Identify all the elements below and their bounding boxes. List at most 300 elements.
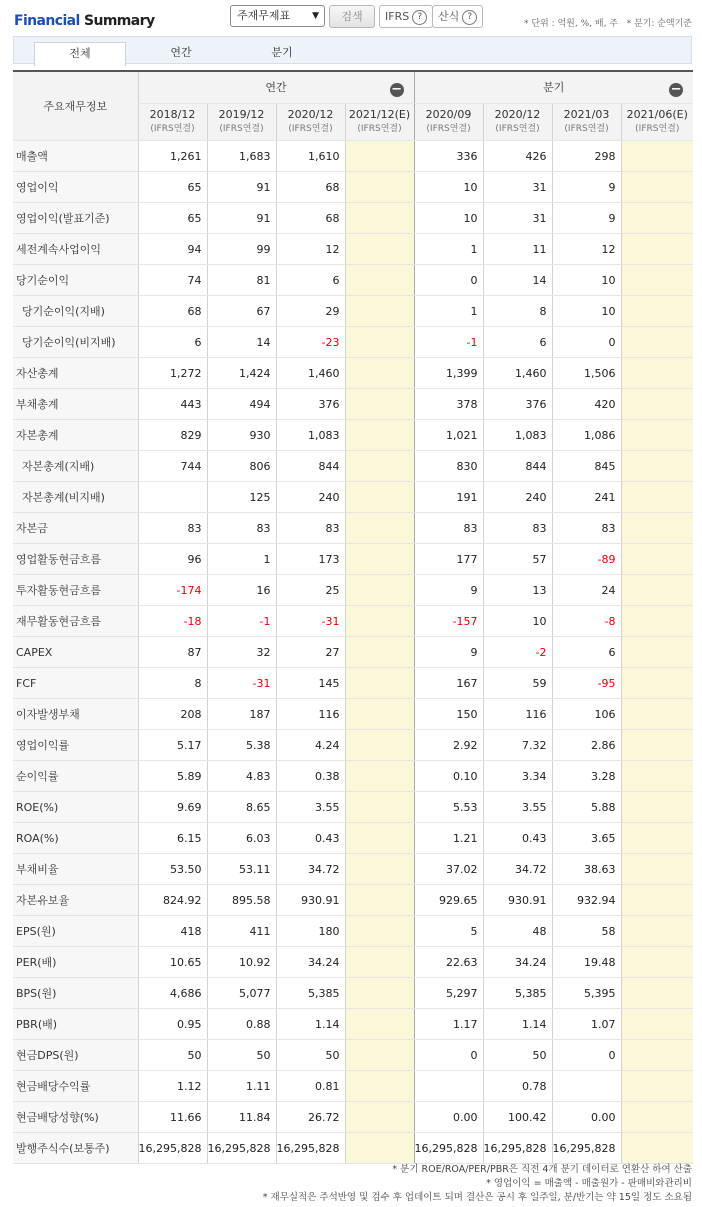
row-label: FCF [13,668,138,699]
table-cell: 494 [207,389,276,420]
table-cell [345,544,414,575]
column-period: 2020/09 [425,108,472,121]
table-cell: 1,261 [138,141,207,172]
table-cell: 16,295,828 [138,1133,207,1164]
table-cell: 83 [552,513,621,544]
table-cell: 125 [207,482,276,513]
row-label: 자본유보율 [13,885,138,916]
table-row [13,854,693,885]
table-row [13,358,693,389]
table-cell: 37.02 [414,854,483,885]
table-cell: 1.17 [414,1009,483,1040]
table-row [13,389,693,420]
table-cell [345,575,414,606]
table-cell: 177 [414,544,483,575]
tab-quarter[interactable]: 분기 [271,46,293,59]
table-row [13,1009,693,1040]
table-cell [621,575,693,606]
table-cell: 10 [414,172,483,203]
table-row [13,234,693,265]
table-cell: 240 [276,482,345,513]
table-cell: 83 [483,513,552,544]
table-cell [345,854,414,885]
table-cell: -1 [207,606,276,637]
row-label: 투자활동현금흐름 [13,575,138,606]
table-cell: -8 [552,606,621,637]
table-cell: 16,295,828 [414,1133,483,1164]
table-row [13,575,693,606]
table-row [13,761,693,792]
table-cell: 2.92 [414,730,483,761]
table-cell: 50 [483,1040,552,1071]
table-cell: 9.69 [138,792,207,823]
table-cell [621,389,693,420]
table-cell: 173 [276,544,345,575]
table-cell: 0.43 [483,823,552,854]
table-cell: 96 [138,544,207,575]
row-label: 자본금 [13,513,138,544]
row-label: 영업이익(발표기준) [13,203,138,234]
row-label: 현금배당수익률 [13,1071,138,1102]
table-cell: 32 [207,637,276,668]
table-cell [345,606,414,637]
table-cell: 1.12 [138,1071,207,1102]
table-cell: 1,086 [552,420,621,451]
table-cell: 0.88 [207,1009,276,1040]
tab-annual[interactable]: 연간 [170,46,192,59]
table-cell: 65 [138,172,207,203]
column-header [345,104,414,141]
period-tabs [13,36,692,64]
table-cell: 5.88 [552,792,621,823]
table-cell: 91 [207,203,276,234]
table-cell: 0 [414,1040,483,1071]
table-cell: 34.24 [276,947,345,978]
table-cell: 824.92 [138,885,207,916]
table-cell: 34.24 [483,947,552,978]
table-cell [345,265,414,296]
annual-label: 연간 [265,81,287,94]
table-row [13,1040,693,1071]
table-cell: 53.50 [138,854,207,885]
question-icon: ? [412,10,427,25]
unit-note [524,16,692,29]
table-cell [621,947,693,978]
table-cell: -18 [138,606,207,637]
table-cell: 9 [414,637,483,668]
table-row [13,699,693,730]
table-cell [621,451,693,482]
table-cell: 6.03 [207,823,276,854]
table-cell [621,1040,693,1071]
table-cell [552,1071,621,1102]
unit-text: * 단위 : 억원, %, 배, 주 [523,19,618,29]
table-cell [345,482,414,513]
table-cell [621,327,693,358]
table-cell [345,730,414,761]
table-row [13,792,693,823]
row-label: ROA(%) [13,823,138,854]
table-row [13,1133,693,1164]
search-button[interactable]: 검색 [329,5,375,28]
table-cell: 167 [414,668,483,699]
table-cell: -31 [276,606,345,637]
table-cell: 10 [552,265,621,296]
table-cell [621,1102,693,1133]
table-cell [621,978,693,1009]
table-cell: 22.63 [414,947,483,978]
row-label: 발행주식수(보통주) [13,1133,138,1164]
table-cell: 48 [483,916,552,947]
table-cell: 53.11 [207,854,276,885]
table-cell: 68 [276,203,345,234]
collapse-quarter-button[interactable]: − [670,82,682,97]
page-title [14,13,154,29]
table-cell [345,451,414,482]
table-cell: 1,460 [276,358,345,389]
table-cell: 895.58 [207,885,276,916]
column-basis: (IFRS연결) [150,124,195,134]
table-cell: 1,506 [552,358,621,389]
table-cell: 744 [138,451,207,482]
column-period: 2020/12 [287,108,334,121]
table-cell [345,668,414,699]
table-cell: 845 [552,451,621,482]
table-cell: 58 [552,916,621,947]
table-cell [345,947,414,978]
table-cell: -2 [483,637,552,668]
table-cell [345,420,414,451]
table-cell: 8.65 [207,792,276,823]
table-cell: 1 [414,296,483,327]
row-label: 당기순이익(지배) [13,296,138,327]
table-cell: 6 [483,327,552,358]
column-basis: (IFRS연결) [288,124,333,134]
table-cell [621,265,693,296]
table-row [13,327,693,358]
question-icon: ? [462,10,477,25]
table-cell: -1 [414,327,483,358]
table-cell [345,513,414,544]
table-cell: 19.48 [552,947,621,978]
row-label: 자본총계(비지배) [13,482,138,513]
table-cell: 5,385 [276,978,345,1009]
table-cell: 6 [138,327,207,358]
row-label: CAPEX [13,637,138,668]
tab-all[interactable]: 전체 [34,42,126,66]
column-basis: (IFRS연결) [426,124,471,134]
table-row [13,916,693,947]
column-header [138,104,207,141]
table-row [13,668,693,699]
table-cell: 829 [138,420,207,451]
column-period: 2021/03 [563,108,610,121]
table-row [13,730,693,761]
table-cell: 411 [207,916,276,947]
table-row [13,513,693,544]
table-cell: 932.94 [552,885,621,916]
table-cell: 100.42 [483,1102,552,1133]
column-basis: (IFRS연결) [635,124,680,134]
chevron-down-icon: ▼ [312,11,319,21]
row-label: 자본총계 [13,420,138,451]
table-cell: 5.53 [414,792,483,823]
table-cell: 0 [414,265,483,296]
quarter-group-header [414,71,693,104]
table-cell [621,1133,693,1164]
row-label: 영업이익 [13,172,138,203]
table-cell: 74 [138,265,207,296]
table-cell: 0.38 [276,761,345,792]
table-cell: 0.81 [276,1071,345,1102]
table-cell [621,1009,693,1040]
column-period: 2018/12 [149,108,196,121]
table-cell: 5,297 [414,978,483,1009]
table-cell: 8 [138,668,207,699]
row-label: 세전계속사업이익 [13,234,138,265]
table-row [13,978,693,1009]
table-cell: 16 [207,575,276,606]
table-cell: 116 [276,699,345,730]
table-cell [621,699,693,730]
table-cell: 5,385 [483,978,552,1009]
table-cell: 298 [552,141,621,172]
table-cell: 3.55 [276,792,345,823]
table-cell: 145 [276,668,345,699]
table-cell: 420 [552,389,621,420]
table-row [13,823,693,854]
table-cell: 0.43 [276,823,345,854]
table-cell: 16,295,828 [207,1133,276,1164]
table-cell: 0.78 [483,1071,552,1102]
table-cell [621,823,693,854]
table-cell: 378 [414,389,483,420]
table-row [13,296,693,327]
table-cell: 50 [138,1040,207,1071]
table-cell [621,885,693,916]
table-cell [345,1040,414,1071]
table-cell [621,1071,693,1102]
table-cell [345,823,414,854]
table-cell: 16,295,828 [276,1133,345,1164]
table-cell: 31 [483,203,552,234]
table-row [13,637,693,668]
table-cell: -95 [552,668,621,699]
table-cell [345,637,414,668]
table-cell: 0 [552,327,621,358]
table-cell: 91 [207,172,276,203]
table-cell: 376 [483,389,552,420]
row-label: 부채비율 [13,854,138,885]
ifrs-label: IFRS [385,10,410,23]
table-cell: 50 [276,1040,345,1071]
footnote: * 재무실적은 주석반영 및 검수 후 업데이트 되며 결산은 공시 후 일주일, 분/반기는 약 15일 정도 소요됨 [262,1192,692,1203]
table-cell [345,1071,414,1102]
table-cell: 5.38 [207,730,276,761]
table-cell [621,730,693,761]
table-cell [621,544,693,575]
table-cell [621,916,693,947]
table-cell: 26.72 [276,1102,345,1133]
table-cell [345,1102,414,1133]
table-cell: 1,460 [483,358,552,389]
table-cell: 16,295,828 [552,1133,621,1164]
statement-type-select[interactable] [230,5,325,27]
row-header: 주요재무정보 [13,71,138,141]
table-cell: 4,686 [138,978,207,1009]
table-row [13,420,693,451]
column-header [276,104,345,141]
table-cell: 187 [207,699,276,730]
table-cell: 0.00 [552,1102,621,1133]
table-cell: 1,610 [276,141,345,172]
table-cell: 3.28 [552,761,621,792]
row-label: 현금배당성향(%) [13,1102,138,1133]
table-cell: 930 [207,420,276,451]
column-period: 2019/12 [218,108,265,121]
footnote: * 영업이익 = 매출액 - 매출원가 - 판매비와관리비 [486,1178,692,1189]
table-cell: 8 [483,296,552,327]
table-cell: 5.89 [138,761,207,792]
table-cell: 1,021 [414,420,483,451]
table-cell [345,978,414,1009]
table-cell: -89 [552,544,621,575]
table-cell: 99 [207,234,276,265]
table-cell [345,327,414,358]
table-cell: 3.65 [552,823,621,854]
table-cell: 81 [207,265,276,296]
table-cell [621,358,693,389]
table-cell: 65 [138,203,207,234]
formula-help-button[interactable] [432,5,483,28]
table-cell: 426 [483,141,552,172]
table-cell: 443 [138,389,207,420]
table-cell: 844 [483,451,552,482]
column-period: 2020/12 [494,108,541,121]
table-cell: -157 [414,606,483,637]
table-cell [621,668,693,699]
table-cell [345,141,414,172]
row-label: 이자발생부채 [13,699,138,730]
column-header [207,104,276,141]
row-label: 재무활동현금흐름 [13,606,138,637]
column-basis: (IFRS연결) [219,124,264,134]
table-cell: 31 [483,172,552,203]
table-cell [621,761,693,792]
table-cell: 5,077 [207,978,276,1009]
select-value: 주재무제표 [237,9,291,22]
table-cell: 59 [483,668,552,699]
table-cell: 1.14 [483,1009,552,1040]
table-row [13,544,693,575]
table-cell: 1.11 [207,1071,276,1102]
annual-group-header [138,71,414,104]
table-cell: 11.66 [138,1102,207,1133]
table-cell: 13 [483,575,552,606]
row-label: PER(배) [13,947,138,978]
table-row [13,1102,693,1133]
financial-summary-table [13,70,693,1164]
title-financial: Financial [14,13,80,29]
table-cell: 930.91 [276,885,345,916]
table-cell: 191 [414,482,483,513]
table-cell: -174 [138,575,207,606]
table-cell: 3.55 [483,792,552,823]
table-cell [621,234,693,265]
formula-label: 산식 [438,10,460,23]
table-cell: 418 [138,916,207,947]
table-cell [414,1071,483,1102]
table-cell: 1 [207,544,276,575]
column-header [621,104,693,141]
table-cell: 12 [552,234,621,265]
table-cell [138,482,207,513]
table-cell: 27 [276,637,345,668]
table-cell: 83 [138,513,207,544]
table-cell: 7.32 [483,730,552,761]
table-cell: 376 [276,389,345,420]
column-basis: (IFRS연결) [357,124,402,134]
table-cell: 930.91 [483,885,552,916]
column-header [552,104,621,141]
table-cell: 5.17 [138,730,207,761]
table-cell: 116 [483,699,552,730]
table-cell: 1.21 [414,823,483,854]
table-cell: 5 [414,916,483,947]
table-cell: -31 [207,668,276,699]
table-cell: 0 [552,1040,621,1071]
table-row [13,482,693,513]
table-cell [345,203,414,234]
table-cell: 6 [552,637,621,668]
table-cell: 830 [414,451,483,482]
table-cell [621,296,693,327]
table-cell [621,606,693,637]
row-label: 당기순이익 [13,265,138,296]
table-cell: 150 [414,699,483,730]
row-label: BPS(원) [13,978,138,1009]
column-basis: (IFRS연결) [495,124,540,134]
table-row [13,203,693,234]
table-cell: 0.10 [414,761,483,792]
table-cell: 9 [552,172,621,203]
collapse-annual-button[interactable]: − [391,82,402,97]
row-label: 영업이익률 [13,730,138,761]
ifrs-help-button[interactable] [379,5,433,28]
table-cell: 929.65 [414,885,483,916]
table-cell: 180 [276,916,345,947]
table-row [13,141,693,172]
table-cell: 14 [483,265,552,296]
table-cell [621,420,693,451]
table-cell [621,172,693,203]
table-cell: 4.83 [207,761,276,792]
table-cell [345,1009,414,1040]
table-cell: 6 [276,265,345,296]
table-cell: 844 [276,451,345,482]
table-cell: 11 [483,234,552,265]
table-cell: 1,272 [138,358,207,389]
table-cell [345,296,414,327]
table-cell: 57 [483,544,552,575]
row-label: 순이익률 [13,761,138,792]
row-label: ROE(%) [13,792,138,823]
table-cell: 336 [414,141,483,172]
column-period: 2021/12(E) [348,108,411,121]
table-cell [345,234,414,265]
row-label: 현금DPS(원) [13,1040,138,1071]
table-cell: 0.95 [138,1009,207,1040]
